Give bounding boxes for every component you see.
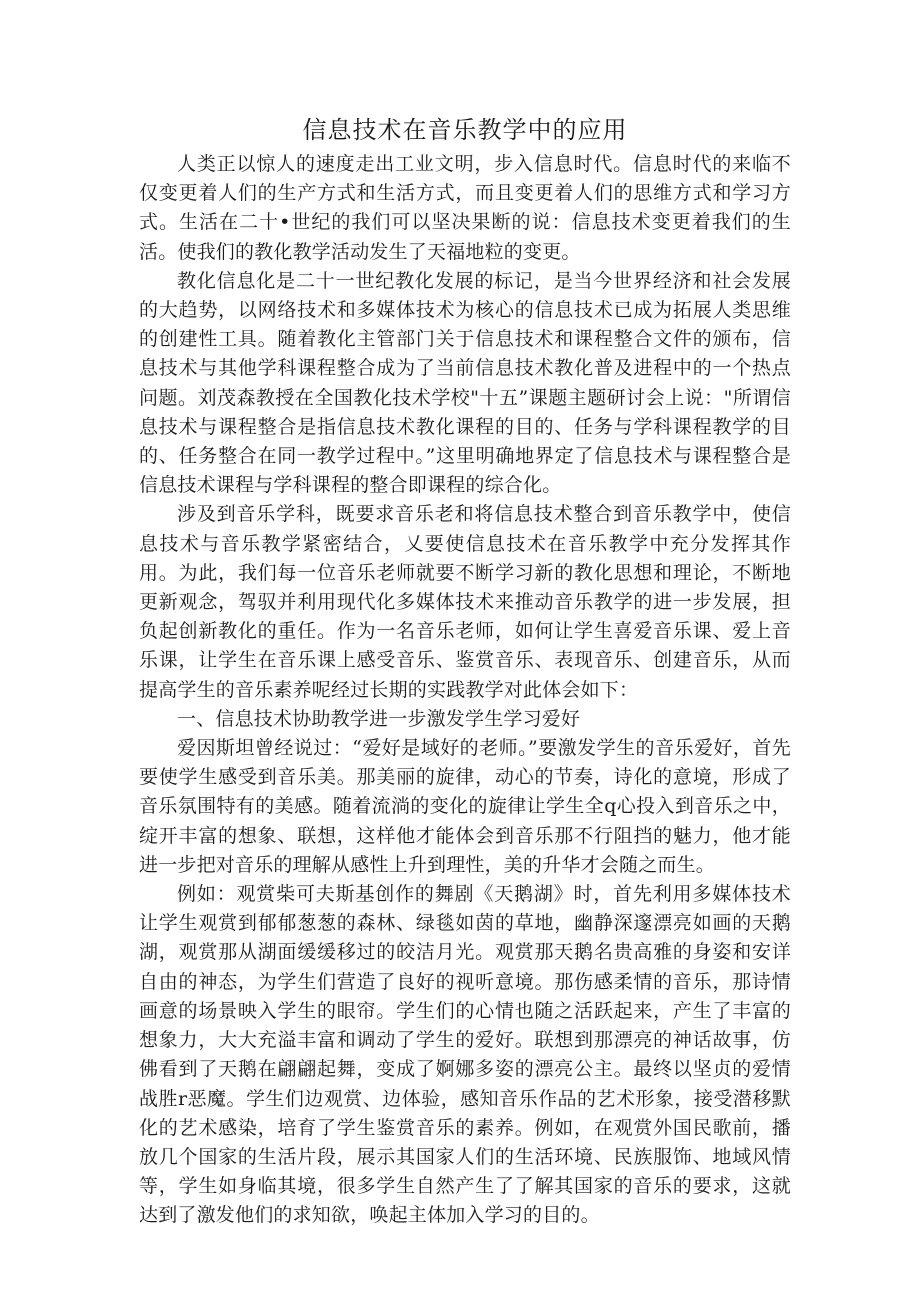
section-heading-1: 一、信息技术协助教学进一步激发学生学习爱好	[177, 707, 581, 730]
paragraph-interest: 爱因斯坦曾经说过：“爱好是域好的老师。”要激发学生的音乐爱好，首先要使学生感受到音乐美。那美丽的旋律，动心的节奏，诗化的意境，形成了音乐氛围特有的美感。随着流淌的变化的旋律让学生全q心投入到音乐之中，绽开丰富的想象、联想，这样他才能体会到音乐那不行阻挡的魅力，他才能进一步把对音乐的理解从感性上升到理性，美的升华才会随之而生。	[139, 737, 791, 876]
document-title: 信息技术在音乐教学中的应用	[302, 116, 628, 144]
paragraph-education-informatization: 教化信息化是二十一世纪教化发展的标记，是当今世界经济和社会发展的大趋势，以网络技术和多媒体技术为核心的信息技术已成为拓展人类思维的创建性工具。随着教化主管部门关于信息技术和课程整合文件的颁布，信息技术与其他学科课程整合成为了当前信息技术教化普及进程中的一个热点问题。刘茂森教授在全国教化技术学校"十五”课题主题研讨会上说："所谓信息技术与课程整合是指信息技术教化课程的目的、任务与学科课程教学的目的、任务整合在同一教学过程中。”这里明确地界定了信息技术与课程整合是信息技术课程与学科课程的整合即课程的综合化。	[139, 269, 791, 497]
paragraph-music-subject: 涉及到音乐学科，既要求音乐老和将信息技术整合到音乐教学中，使信息技术与音乐教学紧密结合，乂要使信息技术在音乐教学中充分发挥其作用。为此，我们每一位音乐老师就要不断学习新的教化思想和理论，不断地更新观念，驾驭并利用现代化多媒体技术来推动音乐教学的进一步发展，担负起创新教化的重任。作为一名音乐老师，如何让学生喜爱音乐课、爱上音乐课，让学生在音乐课上感受音乐、鉴赏音乐、表现音乐、创建音乐，从而提高学生的音乐素养呢经过长期的实践教学对此体会如下：	[139, 503, 791, 701]
paragraph-intro: 人类正以惊人的速度走出工业文明，步入信息时代。信息时代的来临不仅变更着人们的生产方式和生活方式，而且变更着人们的思维方式和学习方式。生活在二十•世纪的我们可以坚决果断的说：信息技术变更着我们的生活。使我们的教化教学活动发生了天福地粒的变更。	[139, 153, 791, 263]
paragraph-example-swan-lake: 例如：观赏柴可夫斯基创作的舞剧《天鹅湖》时，首先利用多媒体技术让学生观赏到郁郁葱葱的森林、绿毯如茵的草地，幽静深邃漂亮如画的天鹅湖，观赏那从湖面缓缓移过的皎洁月光。观赏那天鹅名贵高雅的身姿和安详自由的神态，为学生们营造了良好的视听意境。那伤感柔情的音乐，那诗情画意的场景映入学生的眼帘。学生们的心情也随之活跃起来，产生了丰富的想象力，大大充溢丰富和调动了学生的爱好。联想到那漂亮的神话故事，仿佛看到了天鹅在翩翩起舞，变成了婀娜多姿的漂亮公主。最终以坚贞的爱情战胜r恶魔。学生们边观赏、边体验，感知音乐作品的艺术形象，接受潜移默化的艺术感染，培育了学生鉴赏音乐的素养。例如，在观赏外国民歌前，播放几个国家的生活片段，展示其国家人们的生活环境、民族服饰、地域风情等，学生如身临其境，很多学生自然产生了了解其国家的音乐的要求，这就达到了激发他们的求知欲，唤起主体加入学习的目的。	[139, 883, 791, 1227]
document-page	[139, 110, 791, 1231]
